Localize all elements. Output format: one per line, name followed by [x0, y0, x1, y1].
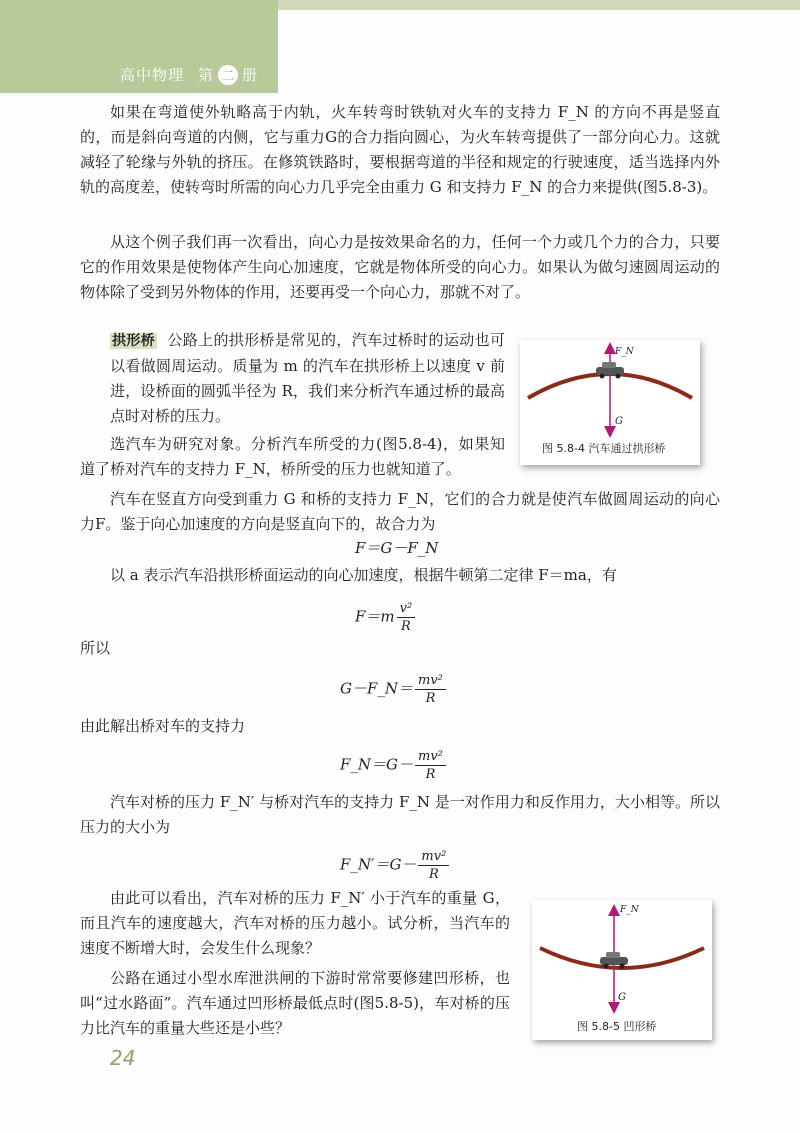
subject-label: 高中物理	[120, 66, 185, 84]
paragraph-9: 汽车对桥的压力 F_N′ 与桥对汽车的支持力 F_N 是一对作用力和反作用力，大小相等。所以压力的大小为	[80, 793, 720, 836]
paragraph-2: 从这个例子我们再一次看出，向心力是按效果命名的力，任何一个力或几个力的合力，只要它的作用效果是使物体产生向心加速度，它就是物体所受的向心力。如果认为做匀速圆周运动的物体除了受到另外物体的作用，还要再受一个向心力，那就不对了。	[80, 233, 720, 301]
formula-3-denominator: R	[425, 691, 436, 706]
formula-5-lhs: F_N′＝G－	[340, 855, 417, 874]
normal-force-label: F_N	[615, 347, 634, 357]
formula-5-denominator: R	[428, 867, 439, 882]
formula-normal-force	[340, 748, 446, 783]
gravity-label-concave: G	[618, 992, 626, 1003]
paragraph-8: 由此解出桥对车的支持力	[80, 717, 246, 735]
paragraph-7: 所以	[80, 639, 111, 657]
formula-2-denominator: R	[401, 619, 411, 634]
paragraph-10: 由此可以看出，汽车对桥的压力 F_N′ 小于汽车的重量 G，而且汽车的速度越大，汽车对桥的压力越小。试分析，当汽车的速度不断增大时，会发生什么现象？	[80, 889, 510, 957]
paragraph-1: 如果在弯道使外轨略高于内轨，火车转弯时铁轨对火车的支持力 F_N 的方向不再是竖直的，而是斜向弯道的内侧，它与重力G的合力指向圆心，为火车转弯提供了一部分向心力。这就减轻了轮缘与外轨的挤压。在修筑铁路时，要根据弯道的半径和规定的行驶速度，适当选择内外轨的高度差，使转弯时所需的向心力几乎完全由重力 G 和支持力 F_N 的合力来提供(图5.8-3)。	[80, 103, 720, 196]
formula-2-fraction	[397, 600, 416, 635]
book-title	[120, 64, 258, 85]
paragraph-4: 选汽车为研究对象。分析汽车所受的力(图5.8-4)，如果知道了桥对汽车的支持力 F_N，桥所受的压力也就知道了。	[80, 435, 505, 478]
formula-3-lhs: G－F_N＝	[340, 679, 414, 698]
paragraph-5: 汽车在竖直方向受到重力 G 和桥的支持力 F_N，它们的合力就是使汽车做圆周运动的向心力F。鉴于向心加速度的方向是竖直向下的，故合力为	[80, 490, 720, 533]
gravity-label: G	[615, 416, 623, 427]
formula-2-lhs: F＝m	[355, 607, 395, 626]
formula-3-fraction	[415, 672, 446, 707]
keyword-arch-bridge: 拱形桥	[112, 333, 156, 349]
formula-3-numerator: mv²	[415, 672, 446, 690]
formula-4-numerator: mv²	[415, 748, 446, 766]
formula-4-denominator: R	[425, 767, 436, 782]
formula-4-lhs: F_N＝G－	[340, 755, 414, 774]
normal-force-label-concave: F_N	[620, 905, 639, 915]
volume-prefix: 第	[198, 66, 215, 84]
formula-newton-second-law	[355, 600, 415, 635]
formula-5-fraction	[418, 848, 449, 883]
volume-suffix: 册	[242, 66, 259, 84]
formula-force-balance	[340, 672, 446, 707]
paragraph-3	[110, 328, 505, 429]
formula-pressure-force	[340, 848, 449, 883]
page-number: 24	[110, 1046, 136, 1070]
figure-concave-bridge	[532, 900, 712, 1040]
figure-arch-bridge	[520, 340, 700, 465]
paragraph-11: 公路在通过小型水库泄洪闸的下游时常常要修建凹形桥，也叫“过水路面”。汽车通过凹形桥最低点时(图5.8-5)，车对桥的压力比汽车的重量大些还是小些？	[80, 969, 510, 1037]
volume-badge: 二	[218, 65, 238, 85]
header-top-strip	[278, 0, 800, 10]
formula-5-numerator: mv²	[418, 848, 449, 866]
figure-caption-5-8-4: 图 5.8-4 汽车通过拱形桥	[542, 442, 666, 455]
formula-2-numerator: v²	[397, 600, 416, 618]
paragraph-3-text: 公路上的拱形桥是常见的，汽车过桥时的运动也可以看做圆周运动。质量为 m 的汽车在拱形桥上以速度 v 前进，设桥面的圆弧半径为 R，我们来分析汽车通过桥的最高点时对桥的压力。	[110, 331, 505, 425]
figure-caption-5-8-5: 图 5.8-5 凹形桥	[577, 1020, 657, 1033]
formula-net-force: F＝G－F_N	[355, 539, 439, 557]
formula-4-fraction	[415, 748, 446, 783]
paragraph-6: 以 a 表示汽车沿拱形桥面运动的向心加速度，根据牛顿第二定律 F＝ma，有	[110, 566, 617, 584]
